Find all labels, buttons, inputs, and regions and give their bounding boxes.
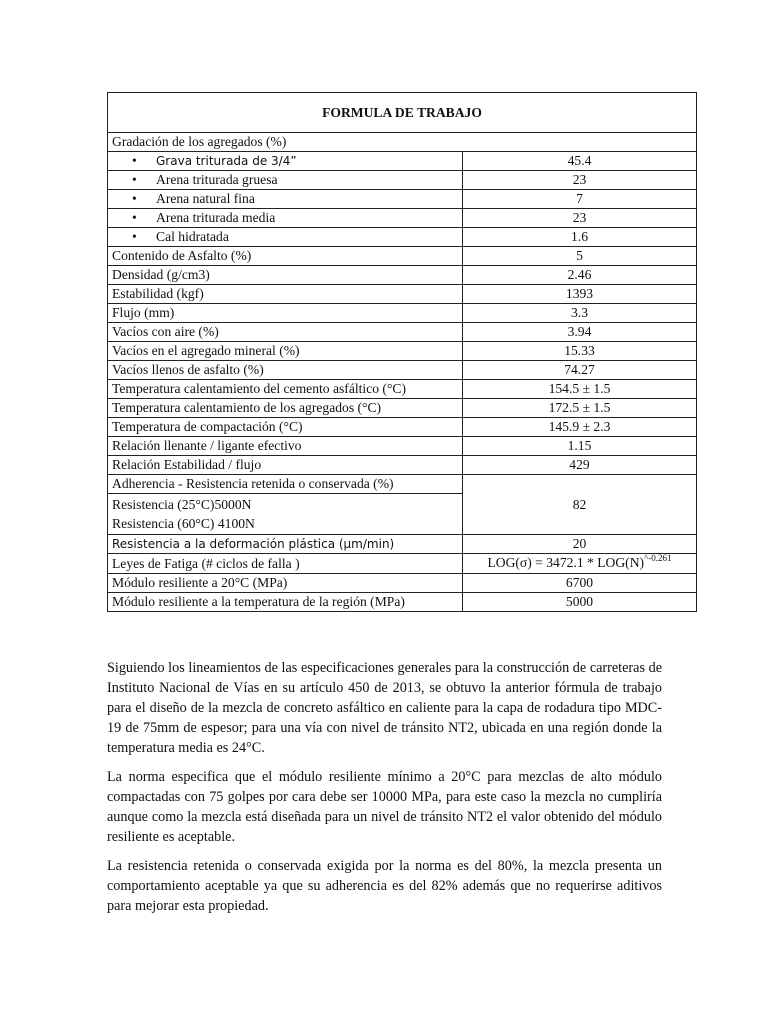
row-label: Vacíos en el agregado mineral (%) bbox=[108, 342, 463, 361]
table-row bbox=[108, 228, 697, 247]
adherence-label: Adherencia - Resistencia retenida o conservada (%) bbox=[108, 475, 463, 494]
table-row bbox=[108, 380, 697, 399]
row-value: 429 bbox=[463, 456, 697, 475]
row-label: Temperatura calentamiento del cemento asfáltico (°C) bbox=[108, 380, 463, 399]
table-row bbox=[108, 535, 697, 554]
gradation-header: Gradación de los agregados (%) bbox=[108, 133, 697, 152]
row-value: 23 bbox=[463, 209, 697, 228]
table-row bbox=[108, 304, 697, 323]
table-row bbox=[108, 418, 697, 437]
row-label: Vacíos con aire (%) bbox=[108, 323, 463, 342]
row-label: Cal hidratada bbox=[156, 229, 229, 244]
row-label: Relación Estabilidad / flujo bbox=[108, 456, 463, 475]
table-title: FORMULA DE TRABAJO bbox=[108, 93, 697, 133]
row-value: 3.94 bbox=[463, 323, 697, 342]
bullet-icon: • bbox=[132, 210, 137, 225]
table-row bbox=[108, 285, 697, 304]
row-label: Contenido de Asfalto (%) bbox=[108, 247, 463, 266]
table-row bbox=[108, 247, 697, 266]
row-value: 145.9 ± 2.3 bbox=[463, 418, 697, 437]
bullet-icon: • bbox=[132, 172, 137, 187]
row-label: Arena triturada media bbox=[156, 210, 276, 225]
row-value: 5000 bbox=[463, 593, 697, 612]
bullet-icon: • bbox=[132, 153, 137, 168]
table-row bbox=[108, 266, 697, 285]
fatigue-label: Leyes de Fatiga (# ciclos de falla ) bbox=[108, 554, 463, 574]
row-value: 23 bbox=[463, 171, 697, 190]
table-row bbox=[108, 209, 697, 228]
row-value: 1393 bbox=[463, 285, 697, 304]
row-label: Módulo resiliente a 20°C (MPa) bbox=[108, 574, 463, 593]
table-row bbox=[108, 399, 697, 418]
row-label: Flujo (mm) bbox=[108, 304, 463, 323]
row-value: 7 bbox=[463, 190, 697, 209]
row-value: 1.15 bbox=[463, 437, 697, 456]
row-label: Temperatura calentamiento de los agregados (°C) bbox=[108, 399, 463, 418]
bullet-icon: • bbox=[132, 191, 137, 206]
table-row bbox=[108, 171, 697, 190]
work-formula-table bbox=[107, 92, 697, 612]
row-label: Densidad (g/cm3) bbox=[108, 266, 463, 285]
row-label: Estabilidad (kgf) bbox=[108, 285, 463, 304]
row-value: 74.27 bbox=[463, 361, 697, 380]
resistance-60c: Resistencia (60°C) 4100N bbox=[112, 516, 255, 531]
row-label: Módulo resiliente a la temperatura de la región (MPa) bbox=[108, 593, 463, 612]
table-row bbox=[108, 152, 697, 171]
row-value: 2.46 bbox=[463, 266, 697, 285]
resistance-25c: Resistencia (25°C)5000N bbox=[112, 497, 252, 512]
paragraph-2: La norma especifica que el módulo resiliente mínimo a 20°C para mezclas de alto módulo compactadas con 75 golpes por cara debe ser 10000 MPa, para este caso la mezcla no cumpliría aunque como la mezcla está diseñada para un nivel de tránsito NT2 el valor obtenido del módulo resiliente es aceptable. bbox=[107, 769, 662, 845]
paragraph-3: La resistencia retenida o conservada exigida por la norma es del 80%, la mezcla presenta un comportamiento aceptable ya que su adherencia es del 82% además que no requerirse aditivos para mejorar esta propiedad. bbox=[107, 858, 662, 914]
row-value: 45.4 bbox=[463, 152, 697, 171]
row-value: 20 bbox=[463, 535, 697, 554]
row-label: Grava triturada de 3/4” bbox=[156, 154, 297, 168]
table-row bbox=[108, 342, 697, 361]
fatigue-formula: LOG(σ) = 3472.1 * LOG(N) bbox=[487, 555, 645, 570]
row-label: Temperatura de compactación (°C) bbox=[108, 418, 463, 437]
table-row bbox=[108, 437, 697, 456]
row-value: 3.3 bbox=[463, 304, 697, 323]
row-label: Relación llenante / ligante efectivo bbox=[108, 437, 463, 456]
table-row bbox=[108, 475, 697, 494]
row-value: 6700 bbox=[463, 574, 697, 593]
table-row bbox=[108, 554, 697, 574]
table-row bbox=[108, 456, 697, 475]
bullet-icon: • bbox=[132, 229, 137, 244]
row-value: 1.6 bbox=[463, 228, 697, 247]
adherence-value: 82 bbox=[463, 475, 697, 535]
row-value: 154.5 ± 1.5 bbox=[463, 380, 697, 399]
row-label: Vacíos llenos de asfalto (%) bbox=[108, 361, 463, 380]
row-value: 172.5 ± 1.5 bbox=[463, 399, 697, 418]
table-row bbox=[108, 190, 697, 209]
row-label: Arena triturada gruesa bbox=[156, 172, 278, 187]
row-value: 15.33 bbox=[463, 342, 697, 361]
table-row bbox=[108, 361, 697, 380]
paragraph-1: Siguiendo los lineamientos de las especificaciones generales para la construcción de carreteras de Instituto Nacional de Vías en su artículo 450 de 2013, se obtuvo la anterior fórmula de trabajo para el diseño de la mezcla de concreto asfáltico en caliente para la capa de rodadura tipo MDC-19 de 75mm de espesor; para una vía con nivel de tránsito NT2, ubicada en una región donde la temperatura media es 24°C. bbox=[107, 660, 662, 756]
table-row bbox=[108, 593, 697, 612]
row-value: 5 bbox=[463, 247, 697, 266]
table-row bbox=[108, 323, 697, 342]
fatigue-exponent: ^-0.261 bbox=[644, 553, 672, 563]
deformation-label: Resistencia a la deformación plástica (μm/min) bbox=[112, 537, 395, 551]
table-row bbox=[108, 574, 697, 593]
row-label: Arena natural fina bbox=[156, 191, 255, 206]
